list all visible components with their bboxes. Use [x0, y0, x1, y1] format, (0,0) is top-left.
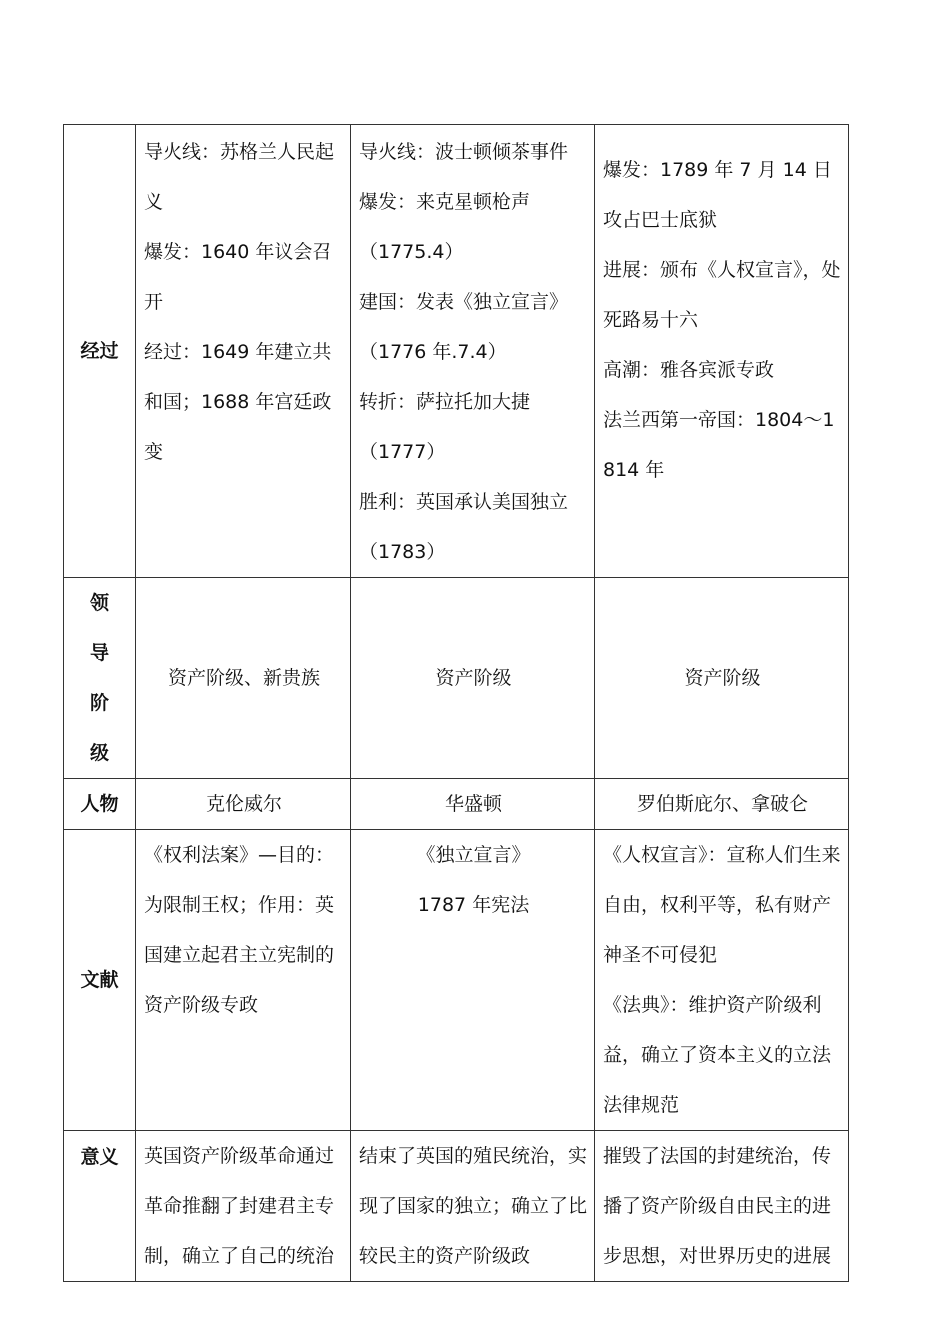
row-header-significance: 意义 [64, 1131, 136, 1282]
text-line: 爆发：1640 年议会召开 [144, 241, 332, 313]
text-line: 1787 年宪法 [417, 894, 530, 916]
text-line: 爆发：1789 年 7 月 14 日攻占巴士底狱 [603, 159, 832, 231]
text-line: 建国：发表《独立宣言》 [359, 291, 569, 313]
text-line: 法兰西第一帝国：1804～1814 年 [603, 409, 835, 481]
table-row-figures [64, 779, 849, 830]
cell-america-documents [351, 830, 595, 1131]
cell-england-figures: 克伦威尔 [136, 779, 351, 830]
table-row-process [64, 125, 849, 578]
text-line: （1783） [359, 541, 446, 563]
row-header-leading-class [64, 578, 136, 779]
text-line: （1775.4） [359, 241, 464, 263]
cell-england-process [136, 125, 351, 578]
row-header-figures: 人物 [64, 779, 136, 830]
cell-france-process [595, 125, 849, 578]
text-line: 《人权宣言》：宣称人们生来自由，权利平等，私有财产神圣不可侵犯 [603, 844, 841, 966]
cell-france-figures: 罗伯斯庇尔、拿破仑 [595, 779, 849, 830]
text-line: 转折：萨拉托加大捷 [359, 391, 531, 413]
text-line: 高潮：雅各宾派专政 [603, 359, 775, 381]
text-line: 《权利法案》—目的：为限制王权；作用：英国建立起君主立宪制的资产阶级专政 [144, 844, 335, 1016]
cell-america-leading-class: 资产阶级 [351, 578, 595, 779]
text-line: 爆发：来克星顿枪声 [359, 191, 531, 213]
row-header-process: 经过 [64, 125, 136, 578]
cell-america-process [351, 125, 595, 578]
row-header-documents: 文献 [64, 830, 136, 1131]
cell-england-leading-class: 资产阶级、新贵族 [136, 578, 351, 779]
cell-england-documents [136, 830, 351, 1131]
cell-england-significance: 英国资产阶级革命通过革命推翻了封建君主专制，确立了自己的统治 [136, 1131, 351, 1282]
table-row-documents [64, 830, 849, 1131]
text-line: 导火线：苏格兰人民起义 [144, 141, 335, 213]
revolution-comparison-table [63, 124, 849, 1282]
text-line: 导火线：波士顿倾茶事件 [359, 141, 569, 163]
text-line: 《法典》：维护资产阶级利益，确立了资本主义的立法法律规范 [603, 994, 832, 1116]
text-line: （1777） [359, 441, 446, 463]
cell-france-significance: 摧毁了法国的封建统治，传播了资产阶级自由民主的进步思想，对世界历史的进展 [595, 1131, 849, 1282]
row-header-line: 领导 [89, 592, 121, 664]
text-line: 进展：颁布《人权宣言》，处死路易十六 [603, 259, 841, 331]
text-line: 《独立宣言》 [416, 844, 531, 866]
cell-america-figures: 华盛顿 [351, 779, 595, 830]
table-row-leading-class [64, 578, 849, 779]
text-line: 经过：1649 年建立共和国；1688 年宫廷政变 [144, 341, 332, 463]
text-line: （1776 年.7.4） [359, 341, 507, 363]
table-row-significance [64, 1131, 849, 1282]
cell-france-leading-class: 资产阶级 [595, 578, 849, 779]
text-line: 胜利：英国承认美国独立 [359, 491, 569, 513]
cell-america-significance: 结束了英国的殖民统治，实现了国家的独立；确立了比较民主的资产阶级政 [351, 1131, 595, 1282]
cell-france-documents [595, 830, 849, 1131]
row-header-line: 阶级 [89, 692, 121, 764]
